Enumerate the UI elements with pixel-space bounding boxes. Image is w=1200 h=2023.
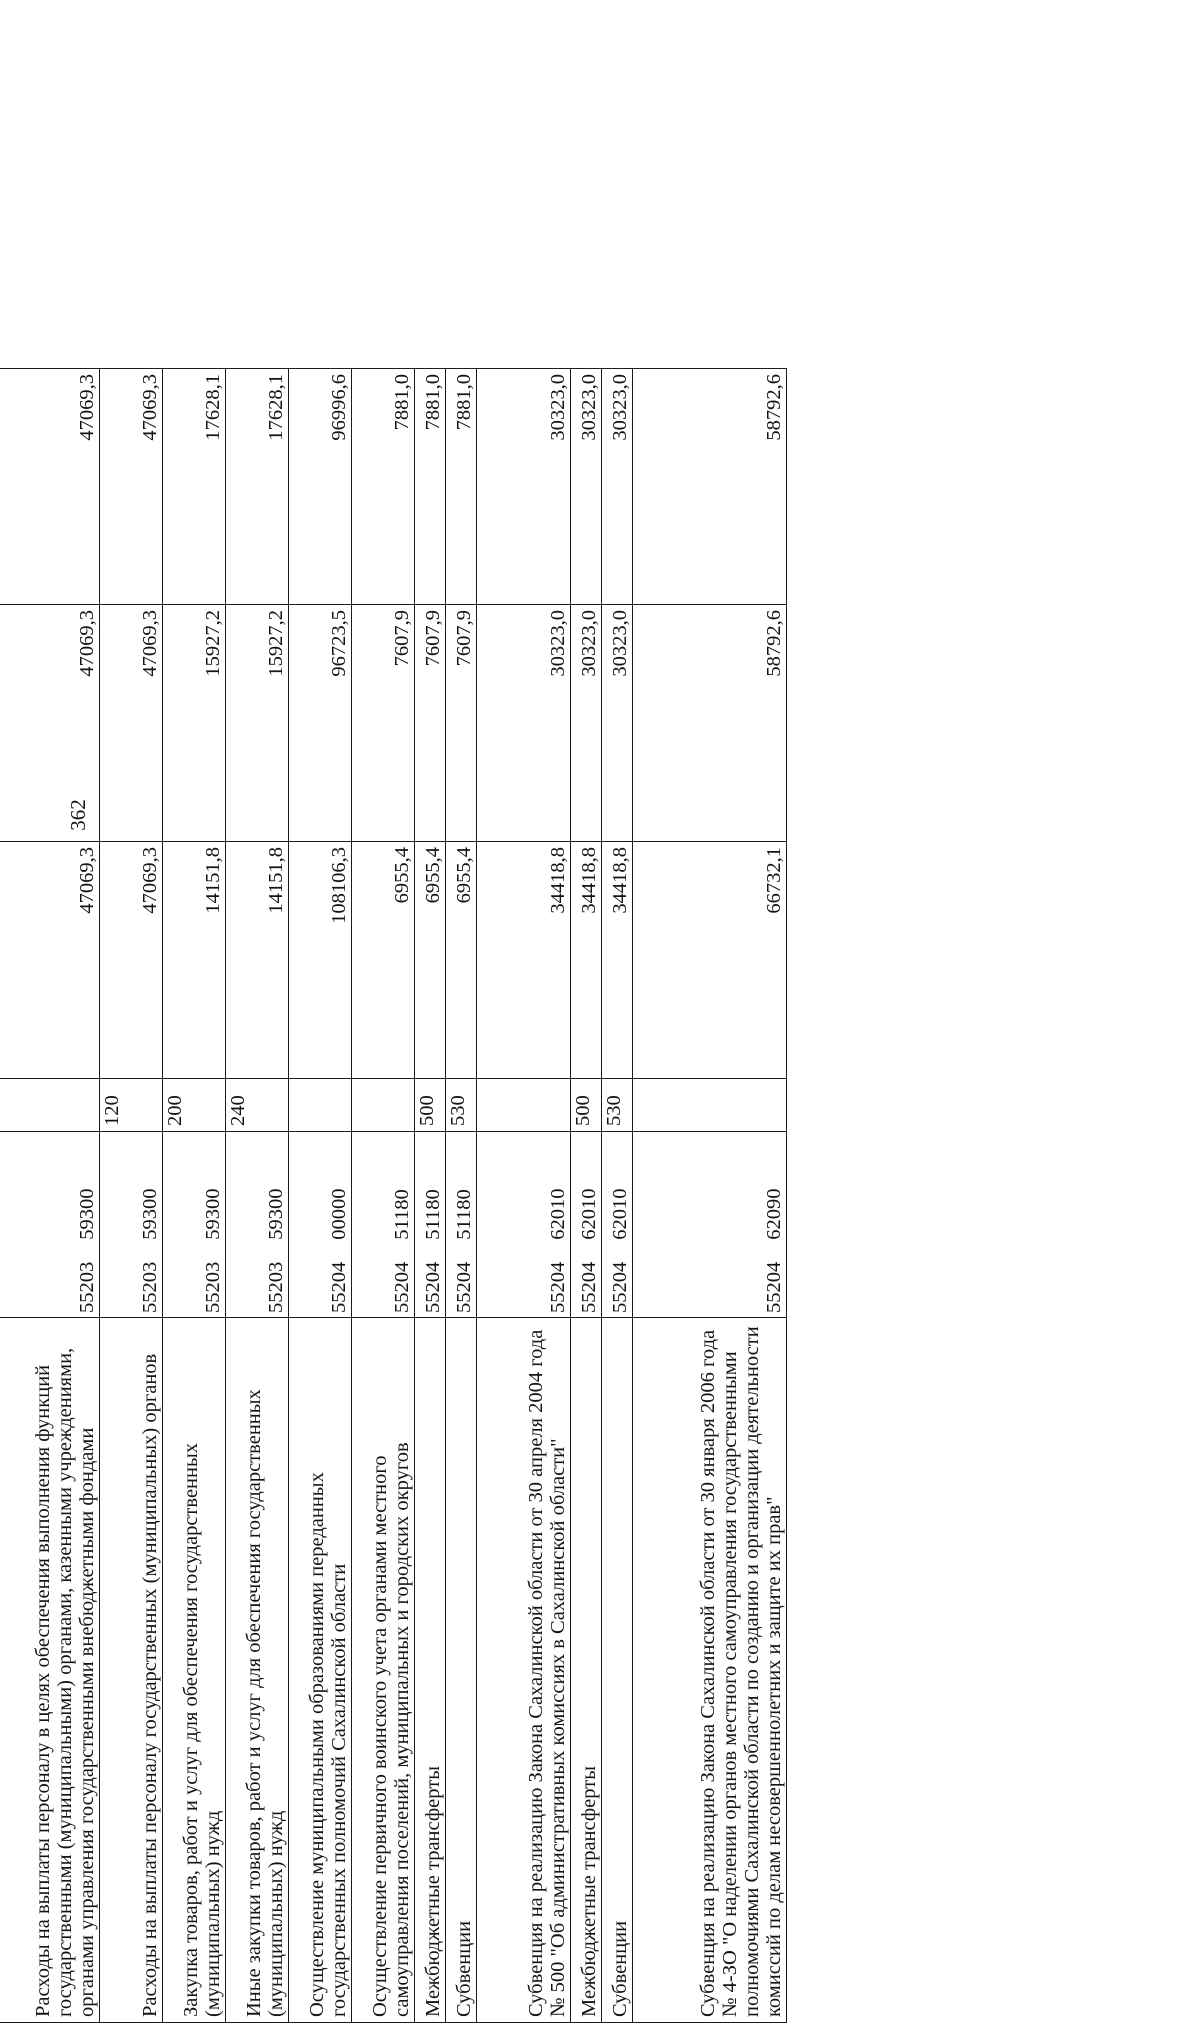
table-row <box>0 369 100 2023</box>
row-amount-col-5: 30323,0 <box>602 605 633 842</box>
row-target-code <box>446 1132 477 1318</box>
row-expense-type-code: 530 <box>602 1079 633 1132</box>
row-amount-col-4: 34418,8 <box>602 842 633 1079</box>
row-expense-type-code <box>352 1079 415 1132</box>
row-target-code <box>571 1132 602 1318</box>
row-target-code <box>602 1132 633 1318</box>
row-amount-col-4: 47069,3 <box>0 842 100 1079</box>
program-code: 55204 <box>546 1261 569 1313</box>
row-description: Осуществление первичного воинского учета органами местного самоуправления поселений, муниципальных и городских округов <box>352 1318 415 2023</box>
direction-code: 00000 <box>327 1188 350 1240</box>
row-expense-type-code <box>289 1079 352 1132</box>
row-amount-col-6: 58792,6 <box>633 369 787 605</box>
row-expense-type-code: 500 <box>571 1079 602 1132</box>
program-code: 55204 <box>452 1261 475 1313</box>
row-amount-col-5: 7607,9 <box>446 605 477 842</box>
page-number: 362 <box>66 799 90 831</box>
table-body <box>0 369 787 2023</box>
program-code: 55204 <box>390 1261 413 1313</box>
program-code: 55204 <box>608 1261 631 1313</box>
table-row <box>289 369 352 2023</box>
row-target-code <box>415 1132 446 1318</box>
row-description: Субвенция на реализацию Закона Сахалинской области от 30 января 2006 года № 4-ЗО "О наделении органов местного самоуправления государственными полномочиями Сахалинской области по созданию и организации деятельности комиссий по делам несовершеннолетних и защите их прав" <box>633 1318 787 2023</box>
row-expense-type-code <box>477 1079 571 1132</box>
row-expense-type-code <box>0 1079 100 1132</box>
row-amount-col-5: 7607,9 <box>415 605 446 842</box>
program-code: 55204 <box>421 1261 444 1313</box>
row-expense-type-code <box>633 1079 787 1132</box>
row-amount-col-4: 34418,8 <box>477 842 571 1079</box>
direction-code: 62010 <box>608 1188 631 1240</box>
row-amount-col-6: 30323,0 <box>477 369 571 605</box>
direction-code: 59300 <box>138 1188 161 1240</box>
row-expense-type-code: 120 <box>100 1079 163 1132</box>
row-amount-col-6: 96996,6 <box>289 369 352 605</box>
row-amount-col-6: 47069,3 <box>0 369 100 605</box>
program-code: 55203 <box>138 1261 161 1313</box>
row-description: Субвенции <box>602 1318 633 2023</box>
row-amount-col-5: 47069,3 <box>100 605 163 842</box>
row-target-code <box>0 1132 100 1318</box>
table-row <box>602 369 633 2023</box>
table-row <box>100 369 163 2023</box>
row-description: Расходы на выплаты персоналу государственных (муниципальных) органов <box>100 1318 163 2023</box>
row-description: Межбюджетные трансферты <box>571 1318 602 2023</box>
row-target-code <box>352 1132 415 1318</box>
row-target-code <box>100 1132 163 1318</box>
table-row <box>571 369 602 2023</box>
row-description: Закупка товаров, работ и услуг для обеспечения государственных (муниципальных) нужд <box>163 1318 226 2023</box>
row-amount-col-5: 47069,3 <box>0 605 100 842</box>
row-amount-col-6: 7881,0 <box>352 369 415 605</box>
direction-code: 51180 <box>452 1189 475 1240</box>
direction-code: 62010 <box>577 1188 600 1240</box>
row-target-code <box>163 1132 226 1318</box>
direction-code: 59300 <box>201 1188 224 1240</box>
row-amount-col-6: 17628,1 <box>226 369 289 605</box>
table-row <box>352 369 415 2023</box>
direction-code: 62010 <box>546 1188 569 1240</box>
row-amount-col-6: 47069,3 <box>100 369 163 605</box>
row-target-code <box>226 1132 289 1318</box>
row-amount-col-6: 7881,0 <box>415 369 446 605</box>
table-row <box>446 369 477 2023</box>
row-target-code <box>477 1132 571 1318</box>
row-description: Расходы на выплаты персоналу в целях обеспечения выполнения функций государственными (муниципальными) органами, казенными учреждениями, органами управления государственными внебюджетными фондами <box>0 1318 100 2023</box>
row-amount-col-5: 15927,2 <box>163 605 226 842</box>
row-description: Осуществление муниципальными образованиями переданных государственных полномочий Сахалинской области <box>289 1318 352 2023</box>
row-expense-type-code: 500 <box>415 1079 446 1132</box>
row-amount-col-6: 30323,0 <box>571 369 602 605</box>
program-code: 55203 <box>201 1261 224 1313</box>
table-row <box>163 369 226 2023</box>
row-amount-col-5: 30323,0 <box>571 605 602 842</box>
row-amount-col-4: 66732,1 <box>633 842 787 1079</box>
row-amount-col-5: 96723,5 <box>289 605 352 842</box>
direction-code: 51180 <box>421 1189 444 1240</box>
row-amount-col-5: 15927,2 <box>226 605 289 842</box>
row-expense-type-code: 240 <box>226 1079 289 1132</box>
row-description: Иные закупки товаров, работ и услуг для обеспечения государственных (муниципальных) нужд <box>226 1318 289 2023</box>
row-amount-col-4: 6955,4 <box>352 842 415 1079</box>
row-amount-col-5: 58792,6 <box>633 605 787 842</box>
row-target-code <box>633 1132 787 1318</box>
table-row <box>415 369 446 2023</box>
row-amount-col-4: 14151,8 <box>163 842 226 1079</box>
row-amount-col-4: 6955,4 <box>446 842 477 1079</box>
row-expense-type-code: 530 <box>446 1079 477 1132</box>
row-description: Субвенции <box>446 1318 477 2023</box>
row-amount-col-4: 14151,8 <box>226 842 289 1079</box>
row-description: Межбюджетные трансферты <box>415 1318 446 2023</box>
budget-table <box>0 368 787 2023</box>
direction-code: 62090 <box>762 1188 785 1240</box>
row-expense-type-code: 200 <box>163 1079 226 1132</box>
table-row <box>477 369 571 2023</box>
row-amount-col-6: 7881,0 <box>446 369 477 605</box>
row-target-code <box>289 1132 352 1318</box>
row-amount-col-5: 7607,9 <box>352 605 415 842</box>
direction-code: 51180 <box>390 1189 413 1240</box>
row-amount-col-4: 108106,3 <box>289 842 352 1079</box>
program-code: 55204 <box>327 1261 350 1313</box>
direction-code: 59300 <box>75 1188 98 1240</box>
row-amount-col-4: 34418,8 <box>571 842 602 1079</box>
row-amount-col-4: 6955,4 <box>415 842 446 1079</box>
row-amount-col-6: 30323,0 <box>602 369 633 605</box>
row-amount-col-5: 30323,0 <box>477 605 571 842</box>
rotated-page-content <box>0 369 785 2023</box>
direction-code: 59300 <box>264 1188 287 1240</box>
program-code: 55204 <box>577 1261 600 1313</box>
table-row <box>633 369 787 2023</box>
program-code: 55203 <box>264 1261 287 1313</box>
table-row <box>226 369 289 2023</box>
row-amount-col-4: 47069,3 <box>100 842 163 1079</box>
row-amount-col-6: 17628,1 <box>163 369 226 605</box>
program-code: 55204 <box>762 1261 785 1313</box>
row-description: Субвенция на реализацию Закона Сахалинской области от 30 апреля 2004 года № 500 "Об административных комиссиях в Сахалинской области" <box>477 1318 571 2023</box>
program-code: 55203 <box>75 1261 98 1313</box>
